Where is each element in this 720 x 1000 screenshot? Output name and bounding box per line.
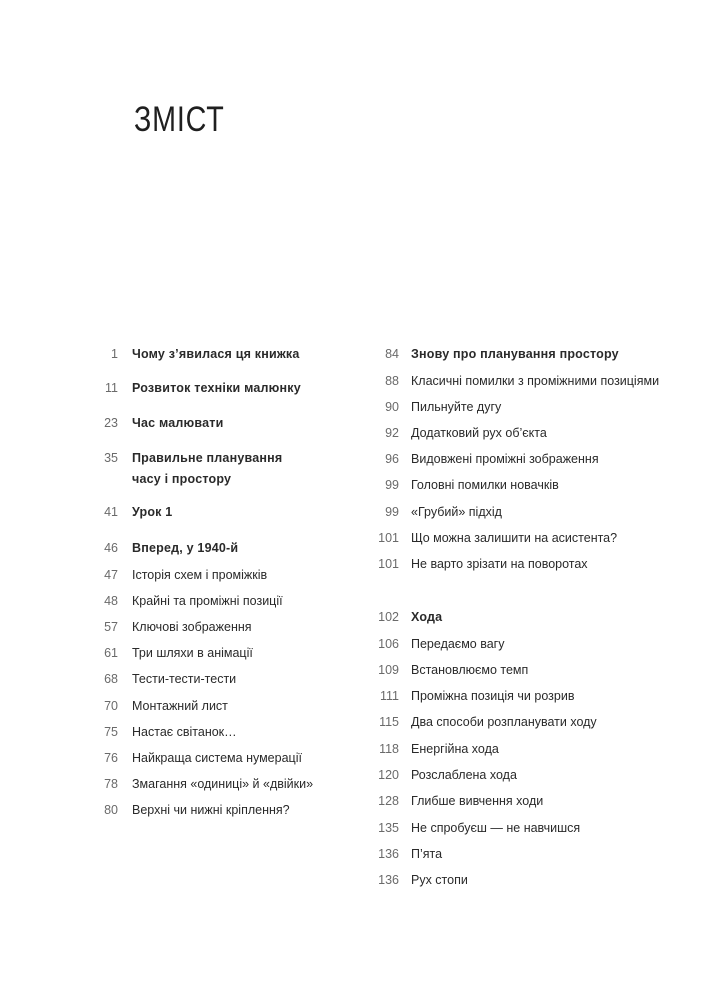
toc-page-number: 109 bbox=[378, 663, 399, 677]
toc-title: Не варто зрізати на поворотах bbox=[411, 557, 588, 571]
toc-entry[interactable] bbox=[60, 344, 362, 365]
toc-title: Історія схем і проміжків bbox=[132, 568, 268, 582]
toc-page-number: 128 bbox=[378, 794, 399, 808]
toc-entry[interactable] bbox=[342, 791, 671, 812]
toc-page-number: 115 bbox=[379, 715, 399, 729]
toc-entry[interactable] bbox=[342, 739, 671, 760]
toc-page-number: 92 bbox=[385, 426, 399, 440]
toc-page-number: 11 bbox=[105, 381, 118, 395]
toc-page-number: 1 bbox=[111, 347, 118, 361]
toc-title: Розвиток техніки малюнку bbox=[132, 381, 301, 395]
toc-title: Глибше вивчення ходи bbox=[411, 794, 544, 808]
toc-entry[interactable] bbox=[60, 643, 362, 664]
toc-page-number: 70 bbox=[104, 699, 118, 713]
toc-title: Знову про планування простору bbox=[411, 347, 619, 361]
toc-entry[interactable] bbox=[342, 870, 671, 891]
toc-page-number: 111 bbox=[379, 689, 399, 703]
toc-title: Час малювати bbox=[132, 416, 224, 430]
toc-page-number: 41 bbox=[104, 505, 118, 519]
toc-title: Крайні та проміжні позиції bbox=[132, 594, 283, 608]
toc-title: Головні помилки новачків bbox=[411, 478, 559, 492]
toc-title: Встановлюємо темп bbox=[411, 663, 529, 677]
toc-title: Не спробуєш — не навчишся bbox=[411, 821, 581, 835]
toc-title: Енергійна хода bbox=[411, 742, 499, 756]
toc-title: Додатковий рух об’єкта bbox=[411, 426, 547, 440]
toc-title: Розслаблена хода bbox=[411, 768, 517, 782]
toc-page-number: 136 bbox=[378, 873, 399, 887]
page-title: ЗМІСТ bbox=[134, 100, 225, 139]
toc-page-number: 75 bbox=[104, 725, 118, 739]
toc-title: Чому з’явилася ця книжка bbox=[132, 347, 300, 361]
toc-entry[interactable] bbox=[342, 475, 671, 496]
toc-page-number: 35 bbox=[104, 451, 118, 465]
toc-entry[interactable] bbox=[60, 378, 362, 399]
toc-title: Ключові зображення bbox=[132, 620, 252, 634]
toc-title: Вперед, у 1940-й bbox=[132, 541, 239, 555]
toc-page-number: 68 bbox=[104, 672, 118, 686]
toc-title: Верхні чи нижні кріплення? bbox=[132, 803, 290, 817]
toc-entry[interactable] bbox=[60, 800, 362, 821]
toc-entry[interactable] bbox=[342, 449, 671, 470]
toc-title: Два способи розпланувати ходу bbox=[411, 715, 597, 729]
toc-entry[interactable] bbox=[342, 634, 671, 655]
toc-entry[interactable] bbox=[342, 844, 671, 865]
toc-entry[interactable] bbox=[60, 502, 362, 523]
toc-entry[interactable] bbox=[342, 554, 671, 575]
toc-entry[interactable] bbox=[60, 448, 362, 490]
toc-entry[interactable] bbox=[60, 617, 362, 638]
toc-title: Урок 1 bbox=[132, 505, 173, 519]
toc-page-number: 96 bbox=[385, 452, 399, 466]
toc-title: Найкраща система нумерації bbox=[132, 751, 302, 765]
toc-entry[interactable] bbox=[342, 423, 671, 444]
toc-page-number: 99 bbox=[385, 478, 399, 492]
toc-entry[interactable] bbox=[60, 722, 362, 743]
toc-title: Проміжна позиція чи розрив bbox=[411, 689, 575, 703]
toc-entry[interactable] bbox=[342, 765, 671, 786]
toc-title: П’ята bbox=[411, 847, 443, 861]
toc-entry[interactable] bbox=[342, 528, 671, 549]
toc-entry[interactable] bbox=[60, 565, 362, 586]
toc-title: Тести-тести-тести bbox=[132, 672, 237, 686]
toc-entry[interactable] bbox=[342, 712, 671, 733]
toc-page-number: 120 bbox=[378, 768, 399, 782]
toc-title: Змагання «одиниці» й «двійки» bbox=[132, 777, 314, 791]
toc-page-number: 101 bbox=[378, 557, 399, 571]
toc-page-number: 136 bbox=[378, 847, 399, 861]
toc-title: Рух стопи bbox=[411, 873, 468, 887]
toc-page-number: 23 bbox=[104, 416, 118, 430]
toc-title: Що можна залишити на асистента? bbox=[411, 531, 618, 545]
toc-entry[interactable] bbox=[342, 502, 671, 523]
toc-title: Пильнуйте дугу bbox=[411, 400, 502, 414]
toc-page-number: 135 bbox=[378, 821, 399, 835]
toc-title: «Грубий» підхід bbox=[411, 505, 502, 519]
toc-entry[interactable] bbox=[60, 669, 362, 690]
toc-title: Передаємо вагу bbox=[411, 637, 505, 651]
toc-entry[interactable] bbox=[60, 591, 362, 612]
toc-page-number: 57 bbox=[104, 620, 118, 634]
toc-page-number: 88 bbox=[385, 374, 399, 388]
toc-page-number: 76 bbox=[104, 751, 118, 765]
toc-title: Видовжені проміжні зображення bbox=[411, 452, 599, 466]
toc-entry[interactable] bbox=[342, 660, 671, 681]
toc-page-number: 46 bbox=[104, 541, 118, 555]
toc-title: Правильне планування часу і простору bbox=[132, 451, 283, 486]
toc-title: Три шляхи в анімації bbox=[132, 646, 253, 660]
toc-page-number: 80 bbox=[104, 803, 118, 817]
toc-entry[interactable] bbox=[60, 748, 362, 769]
toc-title: Монтажний лист bbox=[132, 699, 228, 713]
toc-page-number: 47 bbox=[104, 568, 118, 582]
toc-title: Настає світанок… bbox=[132, 725, 237, 739]
toc-page-number: 99 bbox=[385, 505, 399, 519]
toc-page-number: 48 bbox=[104, 594, 118, 608]
toc-entry[interactable] bbox=[60, 413, 362, 434]
toc-entry[interactable] bbox=[342, 371, 671, 392]
toc-entry[interactable] bbox=[342, 686, 671, 707]
toc-title: Хода bbox=[411, 610, 443, 624]
toc-page-number: 90 bbox=[385, 400, 399, 414]
toc-entry[interactable] bbox=[60, 696, 362, 717]
toc-entry[interactable] bbox=[60, 774, 362, 795]
toc-entry[interactable] bbox=[60, 538, 362, 559]
toc-page-number: 78 bbox=[104, 777, 118, 791]
toc-entry[interactable] bbox=[342, 397, 671, 418]
toc-entry[interactable] bbox=[342, 344, 671, 365]
toc-page-number: 61 bbox=[104, 646, 118, 660]
toc-page-number: 101 bbox=[378, 531, 399, 545]
toc-page-number: 84 bbox=[385, 347, 399, 361]
toc-entry[interactable] bbox=[342, 818, 671, 839]
toc-title: Класичні помилки з проміжними позиціями bbox=[411, 374, 660, 388]
toc-entry[interactable] bbox=[342, 607, 671, 628]
toc-page-number: 102 bbox=[378, 610, 399, 624]
toc-page-number: 118 bbox=[379, 742, 399, 756]
toc-page-number: 106 bbox=[378, 637, 399, 651]
